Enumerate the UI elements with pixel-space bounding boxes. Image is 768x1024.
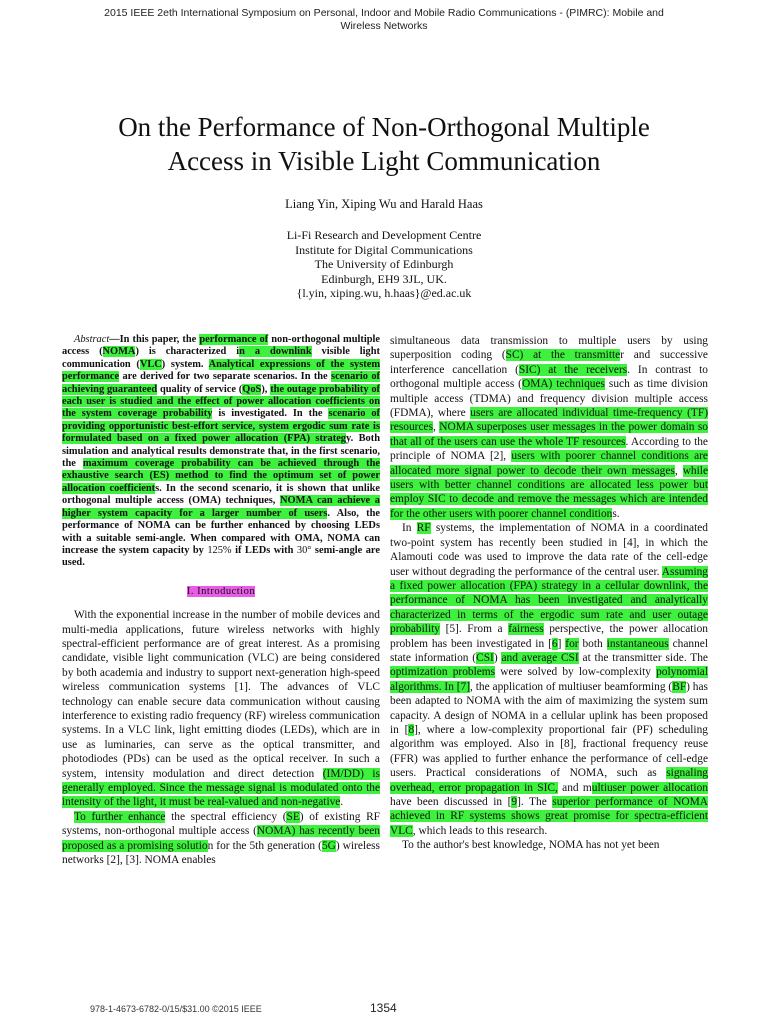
paragraph-text: s.	[612, 507, 620, 520]
email-line: {l.yin, xiping.wu, h.haas}@ed.ac.uk	[296, 286, 472, 300]
paragraph-highlight: users are allocated individual time-frequency (TF) resources	[390, 407, 708, 434]
abstract-text: if LEDs with	[231, 544, 297, 556]
abstract-text: ) system.	[161, 358, 209, 370]
abstract-highlight: achieving guaranteed	[62, 383, 158, 395]
title-line-2: Access in Visible Light Communication	[167, 146, 601, 176]
abstract-highlight: VLC	[139, 358, 162, 370]
abstract-highlight: n a downlink	[239, 346, 312, 358]
paragraph-highlight: optimization problems	[390, 666, 496, 679]
affiliation-line-1: Li-Fi Research and Development Centre	[286, 228, 482, 242]
left-column	[62, 334, 380, 867]
paragraph-text: ) wireless networks [2], [3]. NOMA enables	[62, 839, 380, 867]
authors: Liang Yin, Xiping Wu and Harald Haas	[285, 197, 483, 211]
paragraph-text: r and successive interference cancellation (	[390, 349, 708, 376]
paragraph-text: To the author's best knowledge, NOMA has not yet been	[402, 839, 660, 852]
affiliation	[0, 228, 768, 301]
right-column	[390, 334, 708, 853]
paragraph-text: ) of existing RF systems, non-orthogonal multiple access (	[62, 810, 380, 838]
paragraph-text: simultaneous data transmission to multiple users by using superposition coding (	[390, 335, 708, 362]
paragraph-text: both	[578, 637, 607, 650]
abstract-highlight: NOMA can achieve a higher system capacity for a larger number of users	[62, 495, 380, 519]
paragraph-text: ], where a low-complexity proportional fair (PF) scheduling algorithm was employed. Also in [8], fractional frequency reuse (FFR) was applied to further enhance the performance of cell-edge users. Practical considerations of NOMA, such as	[390, 723, 708, 780]
abstract-highlight: Analytical expressions of the system performance	[62, 358, 380, 383]
paragraph-highlight: polynomial algorithms. In [7]	[390, 666, 708, 693]
abstract-text: 125%	[207, 544, 232, 556]
paragraph-highlight: SC) at the transmitte	[505, 349, 621, 362]
abstract-text: ) is characterized i	[135, 346, 240, 358]
affiliation-line-4: Edinburgh, EH9 3JL, UK.	[321, 271, 447, 286]
paragraph-highlight: fairness	[508, 623, 544, 636]
abstract-text: . Also, the performance of NOMA can be further enhanced by choosing LEDs with a suitable semi-angle. When compared with OMA, NOMA can increase the system capacity by	[62, 507, 380, 556]
conference-line-2: Wireless Networks	[340, 20, 428, 32]
intro-paragraph-1	[62, 608, 380, 810]
paragraph-highlight: (IM/DD) is generally employed. Since the message signal is modulated onto the intensity of the light, it must be real-valued and non-negative	[62, 767, 380, 809]
paragraph-highlight: 9	[511, 796, 518, 808]
paragraph-text: ]	[557, 637, 566, 650]
paragraph-text: at the transmitter side. The	[578, 651, 708, 664]
abstract-text: ),	[261, 383, 271, 395]
abstract-highlight: performance of	[199, 334, 269, 345]
abstract-text: s. In the second scenario, it is shown that unlike orthogonal multiple access (OMA) techniques,	[62, 482, 380, 507]
paragraph-highlight: for	[565, 637, 579, 650]
paper-title	[0, 110, 768, 178]
abstract-highlight: QoS	[242, 383, 262, 395]
paragraph-text: channel state information (	[390, 637, 708, 664]
paragraph-highlight: 8	[408, 723, 415, 736]
paragraph-text: have been discussed in [	[390, 796, 512, 808]
paragraph-highlight: CSI	[476, 651, 494, 664]
abstract-text: quality of service (	[157, 383, 243, 395]
paragraph-text: perspective, the power allocation problem has been investigated in [	[390, 623, 708, 650]
abstract-lead: Abstract	[74, 334, 110, 345]
paragraph-highlight: Assuming a fixed power allocation (FPA) strategy in a cellular downlink, the performance of NOMA has been investigated and analytically characterized in terms of the ergodic sum rate and user outage probability	[390, 565, 708, 636]
paragraph-highlight: instantaneous	[606, 637, 669, 650]
abstract-text: is investigated. In the	[212, 408, 329, 420]
paragraph-highlight: users with poorer channel conditions are allocated more signal power to decode their own messages	[390, 450, 708, 477]
paragraph-highlight: while users with better channel conditions are allocated less power but employ SIC to decode and remove the messages which are intended for the other users with poorer channel condition	[390, 464, 708, 520]
abstract-text: y. Both simulation and analytical results demonstrate that, in the first scenario, the	[62, 433, 380, 470]
abstract	[62, 334, 380, 570]
paragraph-highlight: OMA) techniques	[521, 378, 605, 391]
abstract-text: visible light communication (	[62, 346, 380, 370]
abstract-text: non-orthogonal multiple access (	[62, 334, 380, 358]
paragraph-text: and m	[557, 781, 592, 794]
paragraph-text: were solved by low-complexity	[495, 666, 657, 679]
paragraph-highlight: SE	[286, 810, 300, 823]
abstract-highlight: scenario of	[331, 371, 380, 383]
isbn-footer: 978-1-4673-6782-0/15/$31.00 ©2015 IEEE	[90, 1004, 262, 1014]
paragraph-text: [5]. From a	[439, 623, 509, 636]
intro-paragraph-2	[62, 810, 380, 868]
paragraph-highlight: BF	[672, 680, 687, 693]
abstract-highlight: scenario of providing opportunistic best-effort service, system ergodic sum rate is formulated based on a fixed power allocation (FPA) strateg	[62, 408, 380, 445]
section-heading-introduction	[62, 585, 380, 599]
affiliation-line-2: Institute for Digital Communications	[295, 242, 473, 257]
paragraph-text: ,	[674, 464, 683, 477]
paragraph-highlight: signaling overhead, error propagation in SIC,	[390, 767, 708, 794]
paragraph-text: n for the 5th generation (	[207, 839, 322, 852]
abstract-text: —In this paper, the	[109, 334, 200, 345]
right-paragraph-3	[390, 838, 708, 852]
abstract-highlight: maximum coverage probability can be achieved through the exhaustive search (ES) method to find the optimum set of power allocation coefficient	[62, 458, 380, 494]
abstract-text: are derived for two separate scenarios. In the	[119, 371, 332, 383]
paragraph-text: ]. The	[517, 796, 553, 808]
paragraph-text: ) has been adapted to NOMA with the aim of maximizing the system sum capacity. A design of NOMA in a cellular uplink has been proposed in [	[390, 680, 708, 736]
affiliation-line-3: The University of Edinburgh	[314, 257, 454, 271]
section-heading-text: I. Introduction	[186, 585, 256, 597]
paragraph-text: , the application of multiuser beamforming (	[470, 680, 673, 693]
paragraph-text: such as time division multiple access (TDMA) and frequency division multiple access (FDMA), where	[390, 378, 708, 420]
paragraph-highlight: ultiuser power allocation	[591, 781, 708, 794]
abstract-text: semi-angle are used.	[62, 544, 380, 569]
paragraph-highlight: RF	[416, 522, 431, 535]
abstract-text: 30°	[296, 544, 312, 556]
title-line-1: On the Performance of Non-Orthogonal Multiple	[118, 112, 650, 142]
paragraph-highlight: NOMA superposes user messages in the power domain so that all of the users can use the whole TF resources	[390, 421, 708, 448]
paragraph-highlight: To further enhance	[74, 810, 166, 823]
paragraph-highlight: and average CSI	[501, 651, 579, 664]
paragraph-text: the spectral efficiency (	[165, 810, 287, 823]
conference-header	[0, 7, 768, 33]
paragraph-text: .	[340, 796, 344, 809]
paragraph-text: . According to the principle of NOMA [2],	[390, 435, 708, 463]
paragraph-text: )	[493, 651, 502, 664]
paragraph-text: ,	[433, 421, 440, 434]
paragraph-text: In	[402, 522, 417, 535]
paragraph-highlight: SIC) at the receivers	[518, 363, 628, 376]
abstract-highlight: the outage probability of each user is studied and the effect of power allocation coefficients on the system coverage probability	[62, 383, 381, 420]
paragraph-highlight: 5G	[321, 839, 336, 852]
right-paragraph-2	[390, 521, 708, 838]
paragraph-text: . In contrast to orthogonal multiple access (	[390, 363, 708, 391]
paragraph-highlight: NOMA) has recently been proposed as a promising solutio	[62, 825, 380, 852]
conference-line-1: 2015 IEEE 2eth International Symposium on Personal, Indoor and Mobile Radio Communications - (PIMRC): Mobile and	[104, 7, 664, 19]
right-paragraph-1	[390, 334, 708, 521]
abstract-highlight: NOMA	[102, 346, 136, 358]
paragraph-text: With the exponential increase in the number of mobile devices and multi-media applications, future wireless networks with highly spectral-efficient performance are of great interest. As a promising candidate, visible light communication (VLC) are being considered by both academia and industry to support next-generation high-speed wireless communication systems [1]. The advances of VLC technology can enable secure data communication without causing interference to existing radio frequency (RF) wireless communication systems. In a VLC link, light emitting diodes (LEDs), which are in use as luminaries, can serve as the optical transmitter, and photodiodes (PDs) can be used as the optical receiver. In such a system, intensity modulation and direct detection	[62, 609, 380, 780]
paragraph-highlight: 6	[551, 637, 558, 650]
paragraph-text: , which leads to this research.	[412, 824, 548, 837]
paragraph-highlight: superior performance of NOMA achieved in RF systems shows great promise for spectra-efficient VLC	[390, 796, 708, 837]
paragraph-text: systems, the implementation of NOMA in a coordinated two-point system has recently been studied in [4], in which the Alamouti code was used to improve the data rate of the cell-edge user without degrading the performance of the central user.	[390, 522, 708, 578]
page-number: 1354	[370, 1001, 397, 1015]
